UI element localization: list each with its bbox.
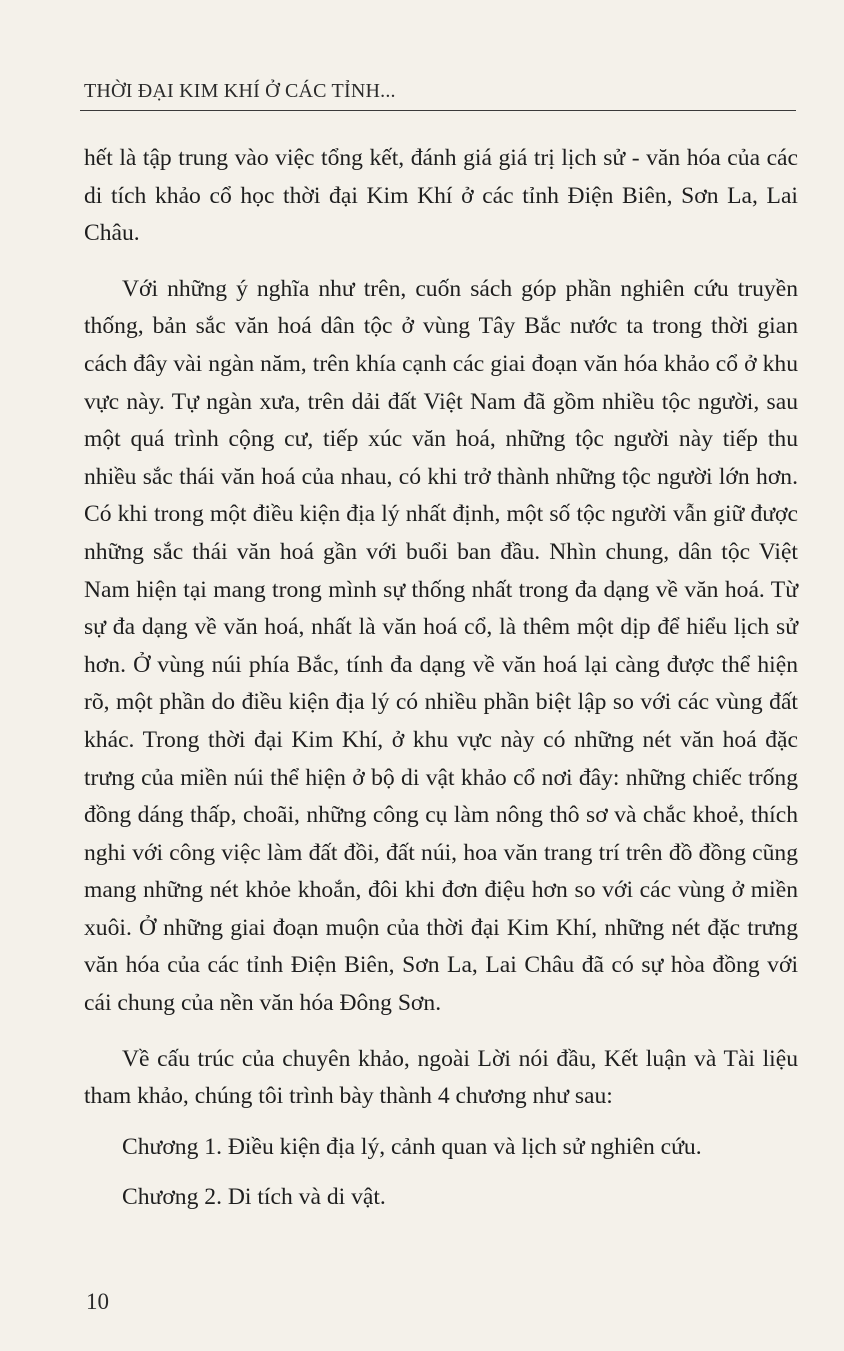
header-rule: [80, 110, 796, 111]
paragraph-structure: Về cấu trúc của chuyên khảo, ngoài Lời nói đầu, Kết luận và Tài liệu tham khảo, chúng tôi trình bày thành 4 chương như sau:: [84, 1045, 798, 1110]
chapter-1-line: Chương 1. Điều kiện địa lý, cảnh quan và lịch sử nghiên cứu.: [122, 1133, 702, 1160]
body-text: [84, 140, 798, 1217]
chapter-2-line: Chương 2. Di tích và di vật.: [122, 1184, 386, 1211]
paragraph-significance: Với những ý nghĩa như trên, cuốn sách góp phần nghiên cứu truyền thống, bản sắc văn hoá dân tộc ở vùng Tây Bắc nước ta trong thời gian cách đây vài ngàn năm, trên khía cạnh các giai đoạn văn hóa khảo cổ ở khu vực này. Tự ngàn xưa, trên dải đất Việt Nam đã gồm nhiều tộc người, sau một quá trình cộng cư, tiếp xúc văn hoá, những tộc người này tiếp thu nhiều sắc thái văn hoá của nhau, có khi trở thành những tộc người lớn hơn. Có khi trong một điều kiện địa lý nhất định, một số tộc người vẫn giữ được những sắc thái văn hoá gần với buổi ban đầu. Nhìn chung, dân tộc Việt Nam hiện tại mang trong mình sự thống nhất trong đa dạng về văn hoá. Từ sự đa dạng về văn hoá, nhất là văn hoá cổ, là thêm một dịp để hiểu lịch sử hơn. Ở vùng núi phía Bắc, tính đa dạng về văn hoá lại càng được thể hiện rõ, một phần do điều kiện địa lý có nhiều phần biệt lập so với các vùng đất khác. Trong thời đại Kim Khí, ở khu vực này có những nét văn hoá đặc trưng của miền núi thể hiện ở bộ di vật khảo cổ nơi đây: những chiếc trống đồng dáng thấp, choãi, những công cụ làm nông thô sơ và chắc khoẻ, thích nghi với công việc làm đất đồi, đất núi, hoa văn trang trí trên đồ đồng cũng mang những nét khỏe khoắn, đôi khi đơn điệu hơn so với các vùng ở miền xuôi. Ở những giai đoạn muộn của thời đại Kim Khí, những nét đặc trưng văn hóa của các tỉnh Điện Biên, Sơn La, Lai Châu đã có sự hòa đồng với cái chung của nền văn hóa Đông Sơn.: [84, 275, 798, 1017]
page-number: 10: [86, 1289, 109, 1314]
running-head-title: THỜI ĐẠI KIM KHÍ Ở CÁC TỈNH...: [84, 80, 396, 102]
paragraph-continuation: hết là tập trung vào việc tổng kết, đánh giá giá trị lịch sử - văn hóa của các di tích khảo cổ học thời đại Kim Khí ở các tỉnh Điện Biên, Sơn La, Lai Châu.: [84, 145, 798, 247]
